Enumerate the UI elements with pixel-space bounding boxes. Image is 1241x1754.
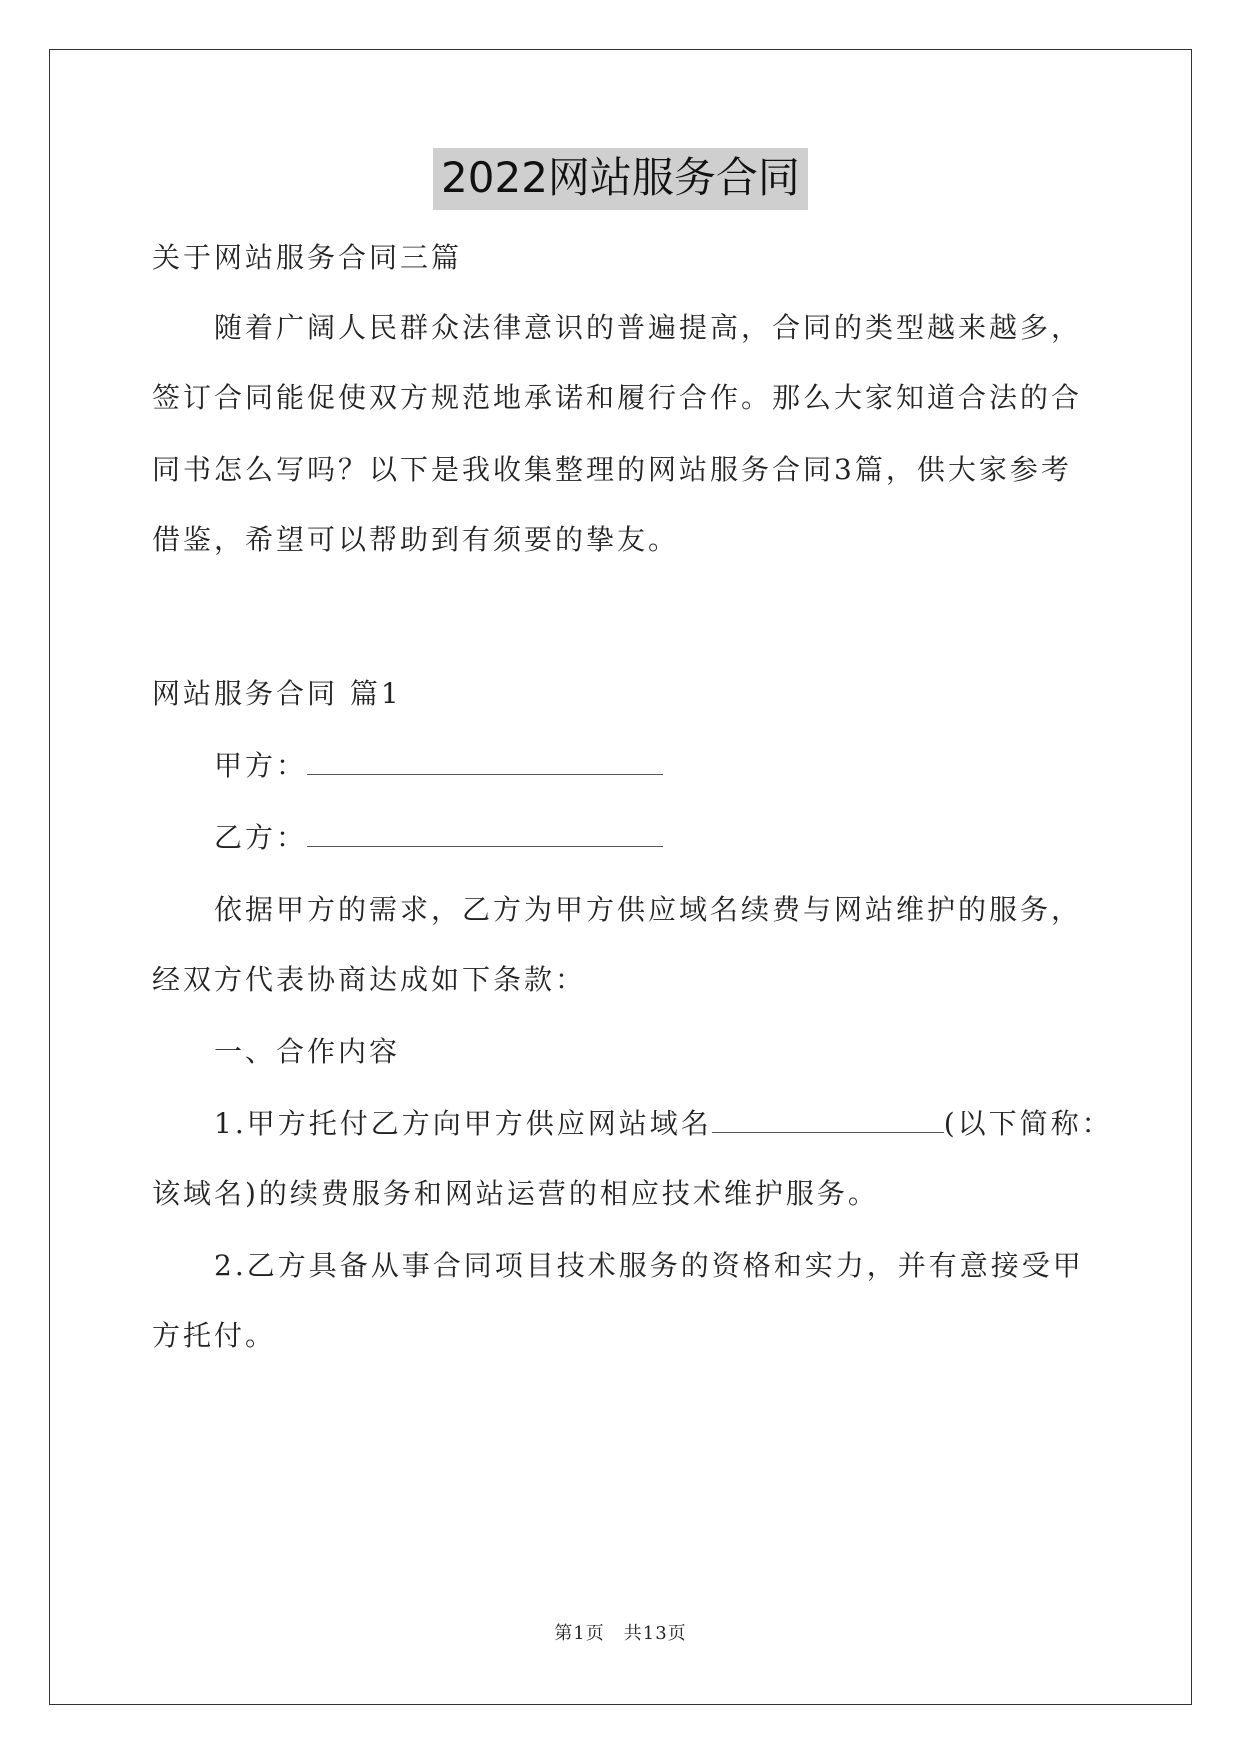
intro-line: 同书怎么写吗？以下是我收集整理的网站服务合同3篇，供大家参考 <box>152 453 1072 486</box>
intro-line: 借鉴，希望可以帮助到有须要的挚友。 <box>152 523 680 556</box>
document-heading: 关于网站服务合同三篇 <box>152 241 463 274</box>
clause-heading: 一、合作内容 <box>214 1035 401 1068</box>
party-b-blank <box>307 820 663 847</box>
paragraph-line: 经双方代表协商达成如下条款： <box>152 963 587 996</box>
item1-line2: 该域名)的续费服务和网站运营的相应技术维护服务。 <box>152 1177 879 1210</box>
paragraph-line: 依据甲方的需求，乙方为甲方供应域名续费与网站维护的服务， <box>214 893 1083 926</box>
party-b-line <box>214 818 663 858</box>
intro-line: 签订合同能促使双方规范地承诺和履行合作。那么大家知道合法的合 <box>152 381 1083 414</box>
party-a-label: 甲方： <box>214 749 308 782</box>
section-title: 网站服务合同 篇1 <box>152 677 402 710</box>
document-title-block <box>0 148 1241 210</box>
document-title: 2022网站服务合同 <box>433 148 808 210</box>
item1-text-cont: (以下简称： <box>943 1107 1113 1140</box>
party-b-label: 乙方： <box>214 821 308 854</box>
item2-line: 方托付。 <box>152 1319 277 1352</box>
intro-line: 随着广阔人民群众法律意识的普遍提高，合同的类型越来越多， <box>214 311 1083 344</box>
item1-text: 1.甲方托付乙方向甲方供应网站域名 <box>214 1107 712 1140</box>
domain-blank <box>712 1106 944 1133</box>
party-a-blank <box>307 748 663 775</box>
page-border <box>49 49 1192 1705</box>
party-a-line <box>214 746 663 786</box>
item2-line: 2.乙方具备从事合同项目技术服务的资格和实力，并有意接受甲 <box>214 1249 1084 1282</box>
page-footer: 第1页 共13页 <box>554 1623 687 1644</box>
item1-line <box>214 1104 1113 1144</box>
